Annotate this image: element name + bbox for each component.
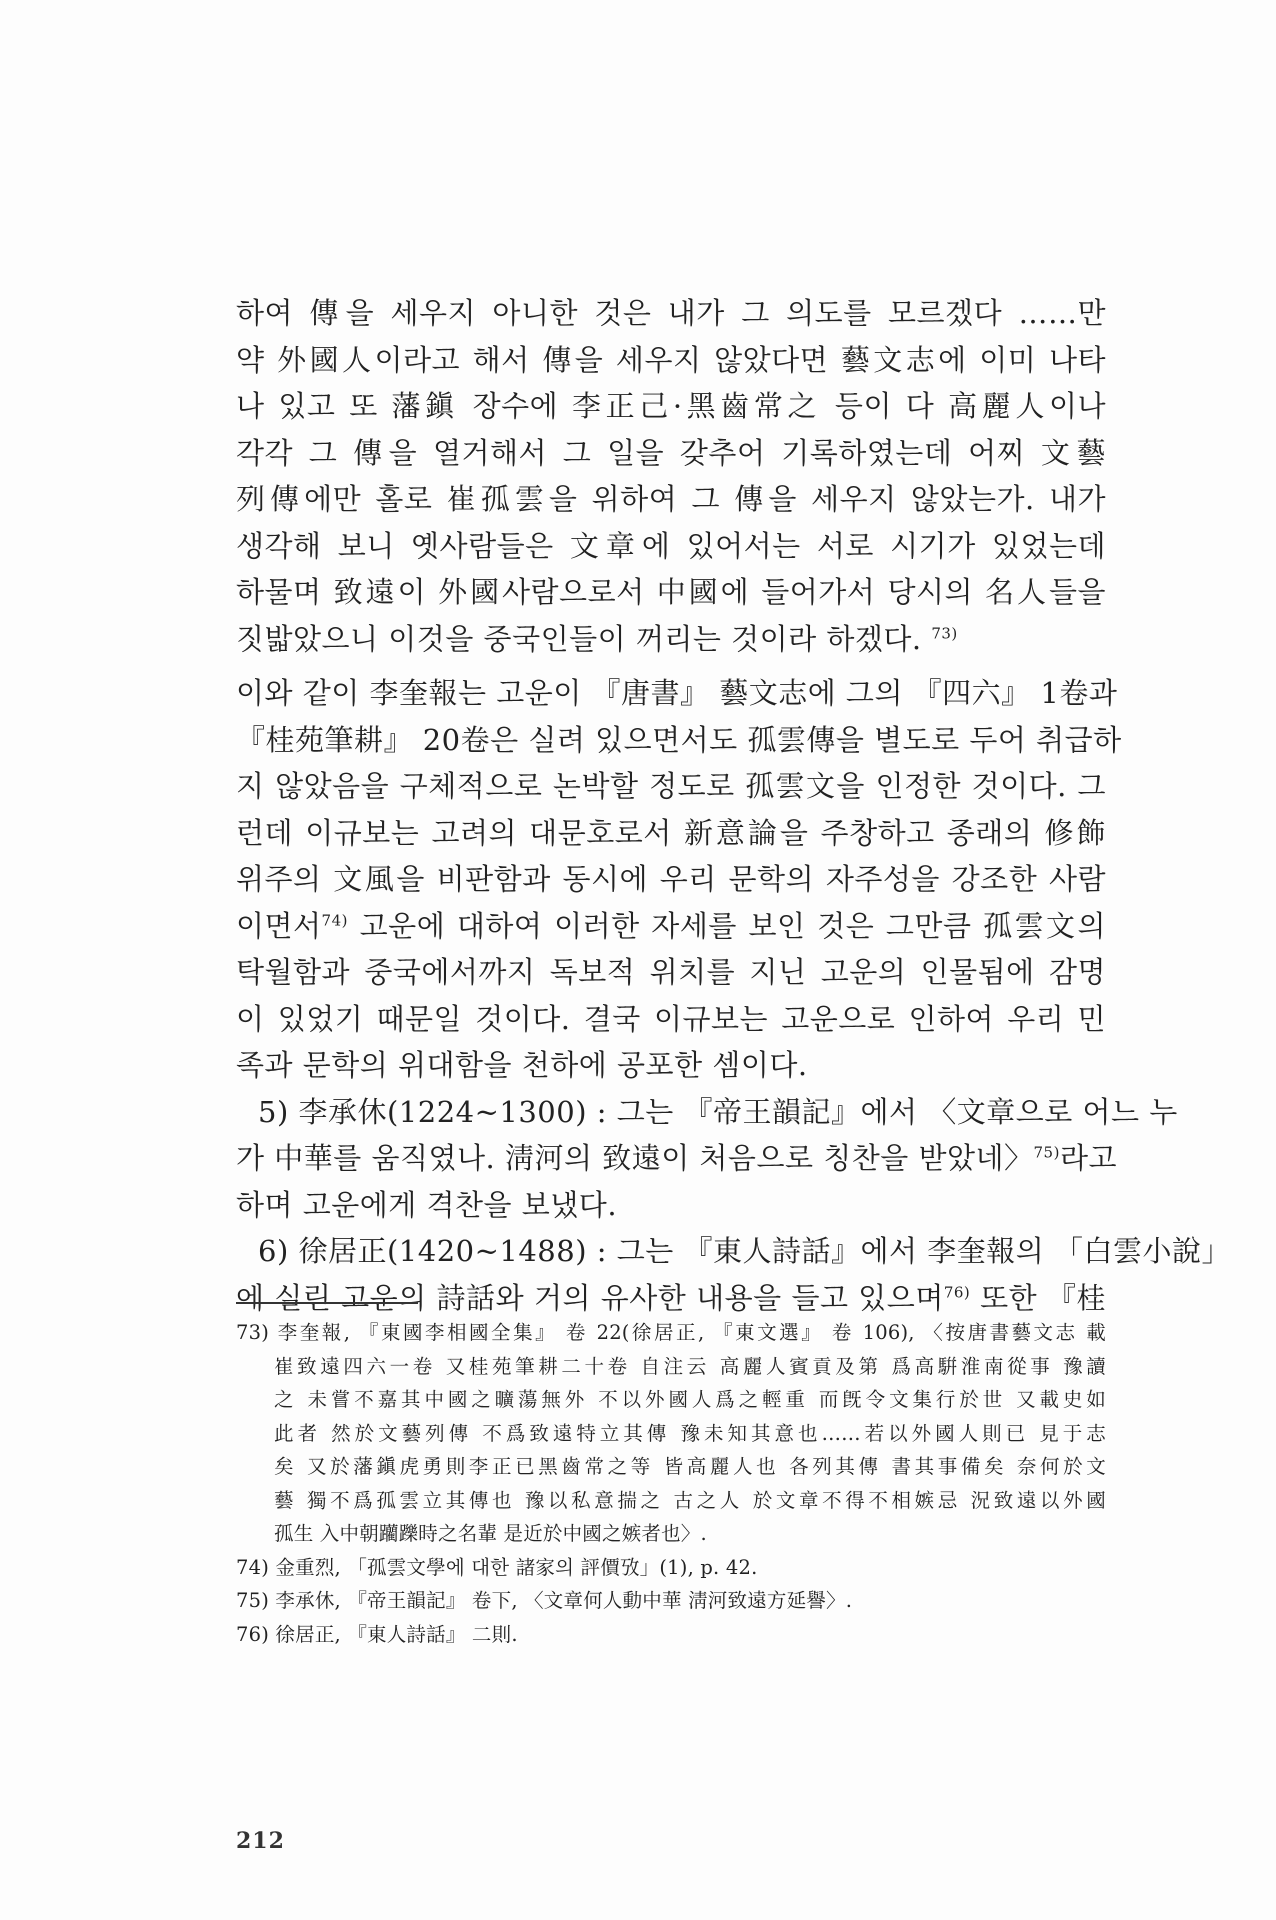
body-line-text: 가 中華를 움직였나. 淸河의 致遠이 처음으로 칭찬을 받았네〉 [236, 1141, 1034, 1175]
footnote-line: 此者 然於文藝列傳 不爲致遠特立其傳 豫未知其意也……若以外國人則已 見于志 [274, 1421, 1106, 1445]
footnote-line: 矣 又於藩鎭虎勇則李正已黑齒常之等 皆高麗人也 各列其傳 書其事備矣 奈何於文 [274, 1455, 1106, 1478]
footnote-line: 之 未嘗不嘉其中國之曠蕩無外 不以外國人爲之輕重 而旣令文集行於世 又載史如 [274, 1388, 1106, 1411]
quote-line: 하물며 致遠이 外國사람으로서 中國에 들어가서 당시의 名人들을 [236, 575, 1106, 609]
footnote-ref[interactable]: 75) [1033, 1143, 1060, 1162]
footnote-line: 崔致遠四六一卷 又桂苑筆耕二十卷 自注云 高麗人賓貢及第 爲高騈淮南從事 豫讀 [274, 1354, 1106, 1378]
body-line [236, 1135, 1117, 1182]
body-line [236, 996, 1106, 1043]
body-line-tail: 라고 [1059, 1141, 1117, 1175]
body-line-text: 탁월함과 중국에서까지 독보적 위치를 지닌 고운의 인물됨에 감명 [236, 955, 1106, 989]
quote-line: 약 外國人이라고 해서 傳을 세우지 않았다면 藝文志에 이미 나타 [236, 342, 1106, 377]
body-line [236, 1228, 1231, 1275]
footnote-divider [236, 1302, 418, 1304]
body-line-tail: 고운에 대하여 이러한 자세를 보인 것은 그만큼 孤雲文의 [348, 908, 1106, 943]
body-line [236, 949, 1106, 996]
body-line-text: 런데 이규보는 고려의 대문호로서 新意論을 주창하고 종래의 修飾 [236, 815, 1106, 850]
quote-line-text: 짓밟았으니 이것을 중국인들이 꺼리는 것이라 하겠다. [236, 621, 922, 656]
body-line-text: 이와 같이 李奎報는 고운이 『唐書』 藝文志에 그의 『四六』 1卷과 [236, 676, 1118, 710]
body-line-text: 이면서 [236, 908, 322, 943]
footnotes [236, 1316, 1106, 1651]
body-line [236, 1042, 1106, 1089]
body-line [236, 670, 1118, 717]
body-line [236, 717, 1122, 764]
body-line [236, 1275, 1106, 1322]
body-line [236, 903, 1106, 950]
body-line [236, 810, 1106, 857]
footnote-ref[interactable]: 73) [931, 623, 958, 642]
body-line [236, 856, 1106, 903]
body-line-text: 이 있었기 때문일 것이다. 결국 이규보는 고운으로 인하여 우리 민 [236, 1001, 1106, 1036]
body-line-tail: 또한 『桂 [970, 1280, 1107, 1315]
body-line-text: 『桂苑筆耕』 20卷은 실려 있으면서도 孤雲傳을 별도로 두어 취급하 [236, 722, 1122, 757]
quote-line: 생각해 보니 옛사람들은 文章에 있어서는 서로 시기가 있었는데 [236, 528, 1106, 563]
quote-line: 하여 傳을 세우지 아니한 것은 내가 그 의도를 모르겠다 ……만 [236, 296, 1106, 330]
footnote-line: 74) 金重烈, 「孤雲文學에 대한 諸家의 評價攷」(1), p. 42. [236, 1555, 758, 1579]
footnote-line: 75) 李承休, 『帝王韻記』 卷下, 〈文章何人動中華 淸河致遠方延譽〉. [236, 1589, 853, 1612]
quote-line: 나 있고 또 藩鎭 장수에 李正己·黑齒常之 등이 다 高麗人이나 [236, 389, 1106, 423]
body-line [236, 763, 1106, 810]
body-line-text: 족과 문학의 위대함을 천하에 공포한 셈이다. [236, 1048, 808, 1082]
quote-line [236, 616, 1106, 663]
footnote-ref[interactable]: 76) [943, 1282, 971, 1301]
body-line-text: 하며 고운에게 격찬을 보냈다. [236, 1187, 618, 1222]
footnote-line: 76) 徐居正, 『東人詩話』 二則. [236, 1622, 518, 1646]
page-number: 212 [236, 1828, 285, 1854]
footnote-line: 藝 獨不爲孤雲立其傳也 豫以私意揣之 古之人 於文章不得不相嫉忌 況致遠以外國 [274, 1488, 1106, 1512]
body-line-text: 에 실린 고운의 詩話와 거의 유사한 내용을 들고 있으며 [236, 1280, 944, 1315]
body-line [236, 1089, 1178, 1136]
footnote-line: 73) 李奎報, 『東國李相國全集』 卷 22(徐居正, 『東文選』 卷 106), 〈按唐書藝文志 載 [236, 1321, 1106, 1344]
quote-line: 각각 그 傳을 열거해서 그 일을 갖추어 기록하였는데 어찌 文藝 [236, 435, 1106, 470]
main-text [236, 670, 1231, 1321]
body-line [236, 1182, 1106, 1229]
footnote-ref[interactable]: 74) [321, 910, 348, 929]
quote-line: 列傳에만 홀로 崔孤雲을 위하여 그 傳을 세우지 않았는가. 내가 [236, 482, 1106, 516]
body-line-text: 위주의 文風을 비판함과 동시에 우리 문학의 자주성을 강조한 사람 [236, 862, 1106, 896]
block-quote [236, 290, 1106, 662]
body-line-text: 지 않았음을 구체적으로 논박할 정도로 孤雲文을 인정한 것이다. 그 [236, 769, 1106, 803]
body-line-text: 6) 徐居正(1420~1488) : 그는 『東人詩話』에서 李奎報의 「白雲小說」 [258, 1234, 1231, 1268]
body-line-text: 5) 李承休(1224~1300) : 그는 『帝王韻記』에서 〈文章으로 어느 누 [258, 1094, 1178, 1129]
footnote-line: 孤生 入中朝躪躒時之名輩 是近於中國之嫉者也〉. [274, 1522, 707, 1545]
